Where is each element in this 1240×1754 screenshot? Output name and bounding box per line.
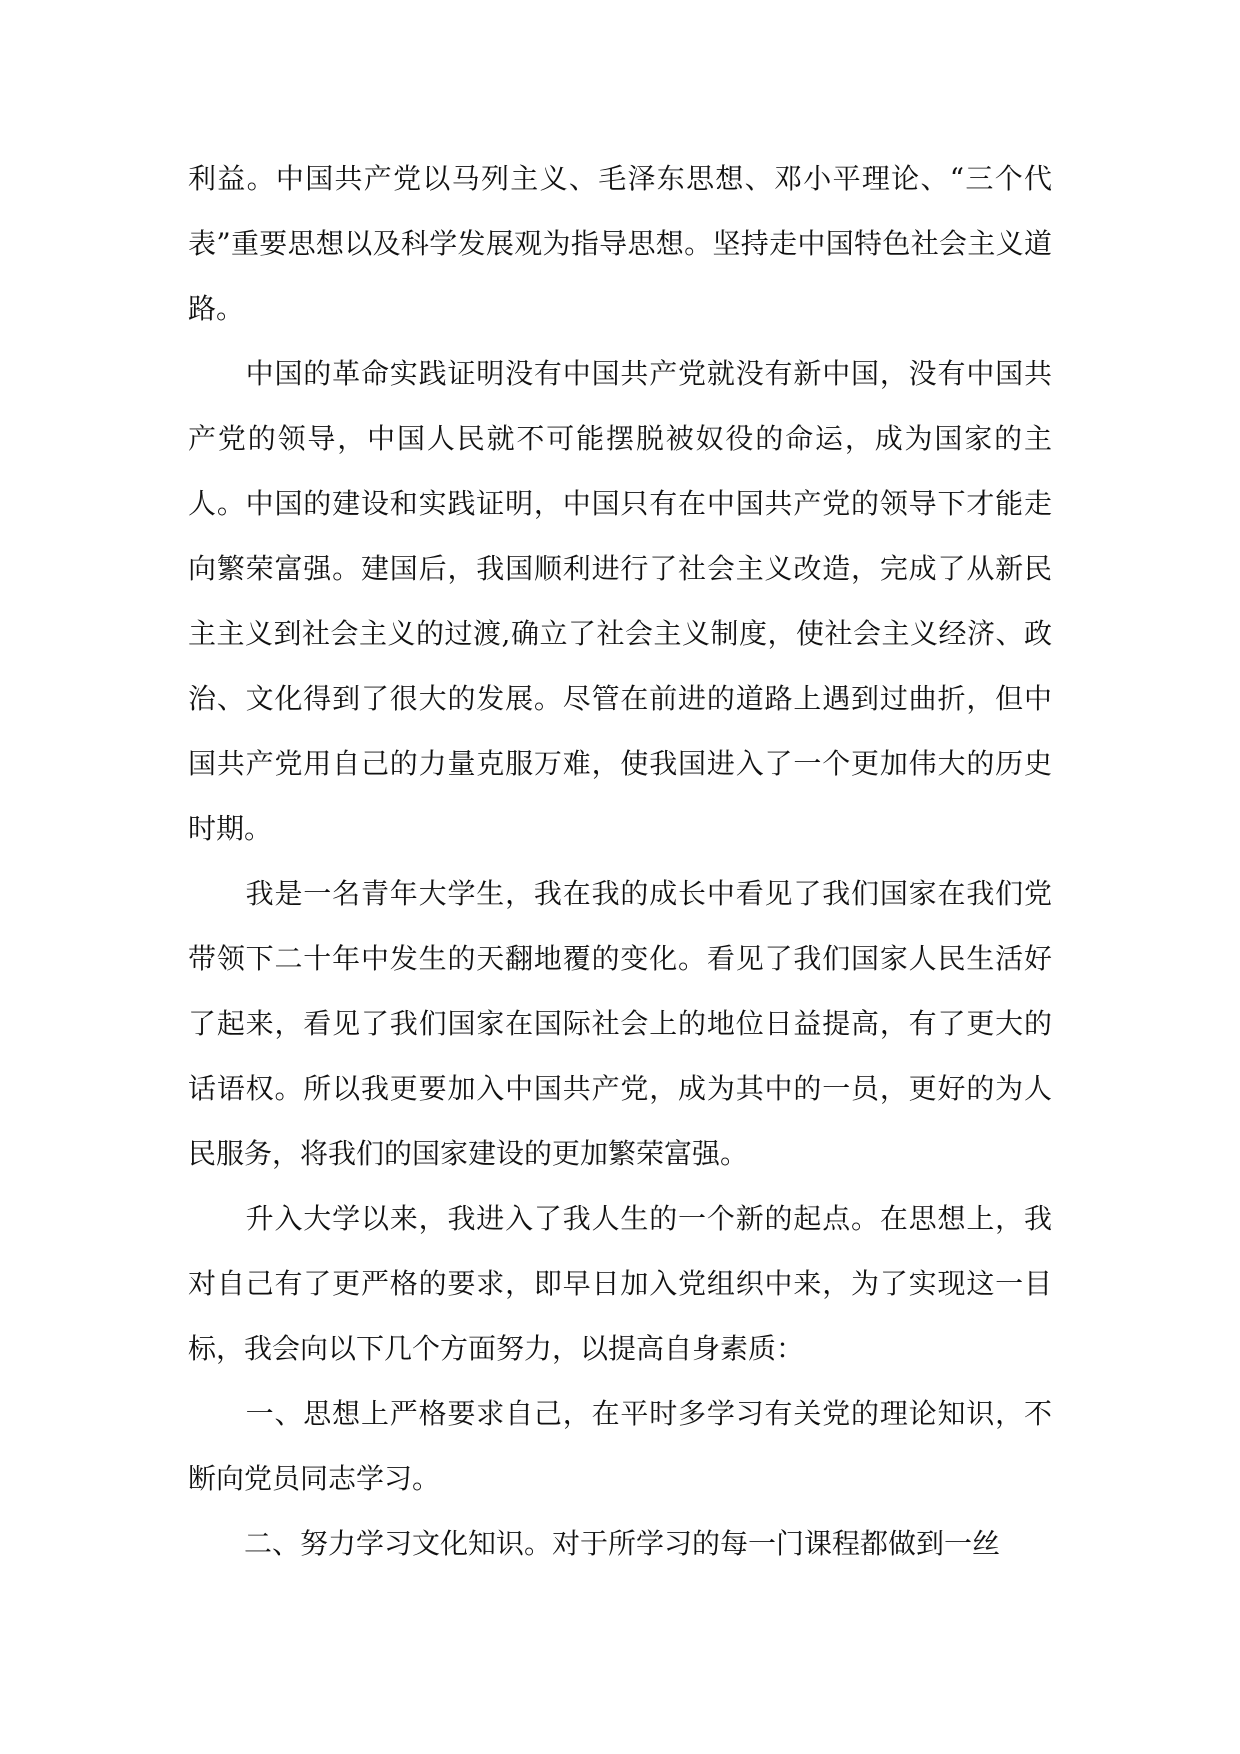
- document-body: [188, 146, 1052, 1576]
- paragraph-6: 二、努力学习文化知识。对于所学习的每一门课程都做到一丝: [188, 1527, 1001, 1560]
- paragraph-3: 我是一名青年大学生，我在我的成长中看见了我们国家在我们党带领下二十年中发生的天翻地覆的变化。看见了我们国家人民生活好了起来，看见了我们国家在国际社会上的地位日益提高，有了更大的话语权。所以我更要加入中国共产党，成为其中的一员，更好的为人民服务，将我们的国家建设的更加繁荣富强。: [188, 877, 1052, 1170]
- paragraph-2: 中国的革命实践证明没有中国共产党就没有新中国，没有中国共产党的领导，中国人民就不可能摆脱被奴役的命运，成为国家的主人。中国的建设和实践证明，中国只有在中国共产党的领导下才能走向繁荣富强。建国后，我国顺利进行了社会主义改造，完成了从新民主主义到社会主义的过渡,确立了社会主义制度，使社会主义经济、政治、文化得到了很大的发展。尽管在前进的道路上遇到过曲折，但中国共产党用自己的力量克服万难，使我国进入了一个更加伟大的历史时期。: [188, 357, 1052, 845]
- paragraph-5: 一、思想上严格要求自己，在平时多学习有关党的理论知识，不断向党员同志学习。: [188, 1397, 1052, 1495]
- paragraph-1: 利益。中国共产党以马列主义、毛泽东思想、邓小平理论、“三个代表”重要思想以及科学发展观为指导思想。坚持走中国特色社会主义道路。: [188, 162, 1052, 325]
- paragraph-4: 升入大学以来，我进入了我人生的一个新的起点。在思想上，我对自己有了更严格的要求，即早日加入党组织中来，为了实现这一目标，我会向以下几个方面努力，以提高自身素质：: [188, 1202, 1052, 1365]
